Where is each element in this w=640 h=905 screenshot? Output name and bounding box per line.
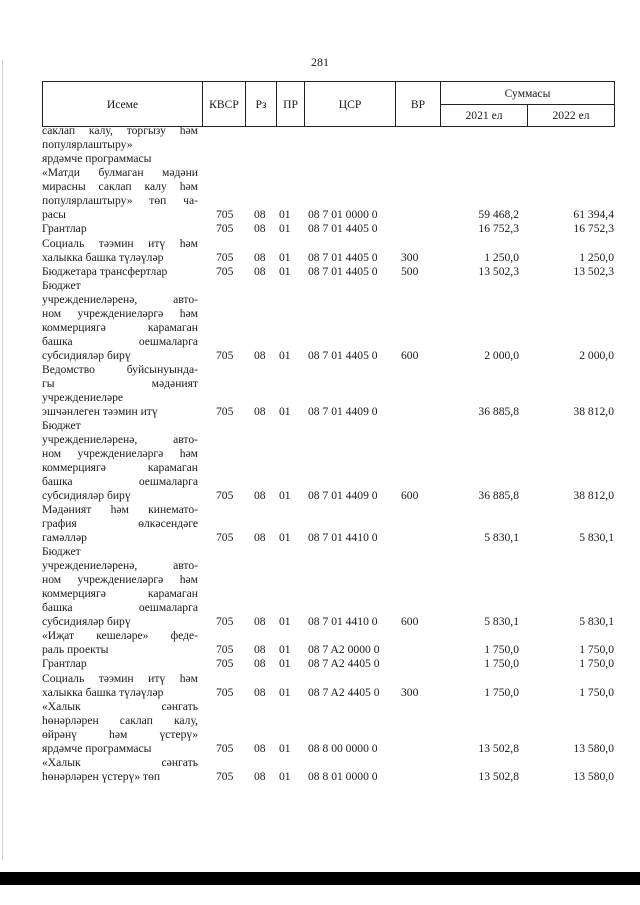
cell-vr: [395, 208, 440, 222]
row-name: [42, 222, 202, 236]
row-name-line: гамәлләр: [42, 530, 87, 544]
row-name-line: коммерциягә карамаган: [42, 586, 198, 600]
table-row: [42, 756, 614, 784]
cell-rz: 08: [254, 769, 266, 783]
cell-kvsr: 705: [216, 769, 234, 783]
row-name-line: өйрәнү һәм үстерү»: [42, 727, 198, 741]
cell-s2021: 5 830,1: [484, 614, 519, 628]
cell-csr: 08 7 01 4405 0: [308, 348, 378, 362]
cell-s2021: 1 750,0: [484, 657, 519, 671]
cell-s2021: [440, 152, 527, 166]
table-row: [42, 657, 614, 671]
cell-s2022: 1 250,0: [579, 250, 614, 264]
header-csr: ЦСР: [305, 82, 396, 127]
cell-pr: 01: [279, 348, 291, 362]
table-row: [42, 672, 614, 700]
cell-pr: 01: [279, 264, 291, 278]
row-name-line: ном учреждениеләргә һәм: [42, 307, 198, 321]
cell-kvsr: 705: [216, 348, 234, 362]
cell-kvsr: 705: [216, 530, 234, 544]
table-body: [42, 124, 614, 784]
header-name: Исеме: [43, 82, 203, 127]
row-name-line: халыкка башка түләүләр: [42, 685, 164, 699]
table-row: [42, 503, 614, 545]
cell-rz: 08: [254, 488, 266, 502]
table-row: [42, 166, 614, 222]
cell-pr: 01: [279, 530, 291, 544]
row-name-line: һөнәрләрен үстерү» төп: [42, 769, 161, 783]
cell-vr: [395, 222, 440, 236]
cell-kvsr: 705: [216, 222, 234, 236]
cell-s2022: 38 812,0: [573, 488, 614, 502]
row-name-line: Бюджетара трансфертлар: [42, 264, 168, 278]
table-row: [42, 545, 614, 628]
cell-vr: 600: [401, 488, 419, 502]
row-name-line: башка оешмаларга: [42, 334, 198, 348]
cell-s2022: [527, 152, 614, 166]
row-name-line: «Халык сәнгать: [42, 756, 198, 770]
row-name-line: башка оешмаларга: [42, 600, 198, 614]
row-name-line: гы мәдәният: [42, 377, 198, 391]
cell-rz: 08: [254, 264, 266, 278]
cell-kvsr: 705: [216, 488, 234, 502]
row-name-line: субсидияләр бирү: [42, 488, 131, 502]
cell-csr: 08 7 01 4409 0: [308, 488, 378, 502]
row-name-line: «Матди булмаган мәдәни: [42, 166, 198, 180]
cell-kvsr: 705: [216, 642, 234, 656]
row-name-line: учреждениеләре: [42, 390, 124, 404]
cell-csr: 08 7 01 4405 0: [308, 222, 378, 236]
cell-pr: 01: [279, 614, 291, 628]
row-name-line: субсидияләр бирү: [42, 614, 131, 628]
cell-vr: [395, 770, 440, 784]
cell-vr: 600: [401, 348, 419, 362]
cell-csr: 08 7 01 4409 0: [308, 404, 378, 418]
row-name: [42, 237, 202, 265]
cell-s2022: 38 812,0: [573, 404, 614, 418]
cell-vr: 300: [401, 250, 419, 264]
cell-s2022: 1 750,0: [579, 642, 614, 656]
cell-kvsr: 705: [216, 685, 234, 699]
cell-kvsr: 705: [216, 404, 234, 418]
cell-csr: 08 8 01 0000 0: [308, 769, 378, 783]
cell-csr: [304, 152, 395, 166]
row-name-line: Социаль тәэмин итү һәм: [42, 236, 198, 250]
cell-s2022: 61 394,4: [573, 207, 614, 221]
table-header: [42, 81, 615, 127]
cell-kvsr: [202, 152, 245, 166]
row-name: [42, 700, 202, 756]
cell-pr: 01: [279, 222, 291, 236]
row-name-line: коммерциягә карамаган: [42, 460, 198, 474]
table-row: [42, 279, 614, 362]
cell-vr: [395, 152, 440, 166]
cell-rz: [245, 152, 276, 166]
cell-rz: 08: [254, 642, 266, 656]
cell-vr: 300: [401, 685, 419, 699]
cell-vr: [395, 643, 440, 657]
row-name-line: башка оешмаларга: [42, 474, 198, 488]
row-name: [42, 503, 202, 545]
cell-kvsr: 705: [216, 657, 234, 671]
row-name-line: ном учреждениеләргә һәм: [42, 573, 198, 586]
row-name-line: ном учреждениеләргә һәм: [42, 446, 198, 460]
header-rz: Рз: [246, 82, 277, 127]
cell-pr: 01: [279, 642, 291, 656]
row-name-line: ярдәмче программасы: [42, 741, 152, 755]
row-name-line: Грантлар: [42, 222, 87, 236]
cell-s2021: 16 752,3: [478, 222, 519, 236]
cell-s2022: 1 750,0: [579, 685, 614, 699]
header-kvsr: КВСР: [203, 82, 246, 127]
row-name-line: Бюджет: [42, 419, 81, 433]
row-name-line: Бюджет: [42, 279, 81, 293]
header-year-2022: 2022 ел: [528, 105, 615, 127]
row-name: [42, 756, 202, 784]
cell-rz: 08: [254, 530, 266, 544]
cell-vr: 500: [401, 264, 419, 278]
cell-pr: 01: [279, 741, 291, 755]
cell-pr: 01: [279, 404, 291, 418]
cell-kvsr: 705: [216, 614, 234, 628]
cell-rz: 08: [254, 348, 266, 362]
cell-s2021: 13 502,8: [478, 741, 519, 755]
row-name-line: коммерциягә карамаган: [42, 320, 198, 334]
row-name-line: Социаль тәэмин итү һәм: [42, 671, 198, 685]
cell-s2021: 13 502,3: [478, 264, 519, 278]
cell-csr: 08 7 01 0000 0: [308, 207, 378, 221]
row-name-line: ярдәмче программасы: [42, 151, 152, 165]
cell-csr: 08 8 00 0000 0: [308, 741, 378, 755]
cell-csr: 08 7 01 4405 0: [308, 264, 378, 278]
row-name-line: мирасны саклап калу һәм: [42, 180, 198, 194]
cell-rz: 08: [254, 222, 266, 236]
header-vr: ВР: [396, 82, 441, 127]
row-name: [42, 419, 202, 502]
cell-s2022: 13 580,0: [573, 769, 614, 783]
cell-pr: 01: [279, 685, 291, 699]
cell-pr: 01: [279, 207, 291, 221]
cell-s2022: 1 750,0: [579, 657, 614, 671]
cell-kvsr: 705: [216, 207, 234, 221]
table-row: [42, 629, 614, 657]
cell-vr: [395, 657, 440, 671]
cell-s2022: 16 752,3: [573, 222, 614, 236]
row-name: [42, 166, 202, 222]
cell-rz: 08: [254, 250, 266, 264]
table-row: [42, 700, 614, 756]
cell-csr: 08 7 A2 4405 0: [308, 657, 380, 671]
row-name-line: учреждениеләренә, авто-: [42, 293, 198, 307]
scan-edge: [2, 60, 3, 860]
cell-csr: 08 7 01 4410 0: [308, 530, 378, 544]
header-pr: ПР: [277, 82, 305, 127]
cell-s2022: 2 000,0: [579, 348, 614, 362]
cell-s2021: 1 750,0: [484, 642, 519, 656]
cell-s2022: 5 830,1: [579, 614, 614, 628]
row-name: [42, 279, 202, 362]
cell-s2021: 2 000,0: [484, 348, 519, 362]
cell-kvsr: 705: [216, 741, 234, 755]
row-name-line: Мәдәният һәм кинемато-: [42, 503, 198, 517]
row-name-line: расы: [42, 207, 66, 221]
row-name-line: популярлаштыру»: [42, 137, 133, 151]
row-name-line: «Халык сәнгать: [42, 700, 198, 714]
row-name-line: Ведомство буйсынуында-: [42, 363, 198, 377]
table-row: [42, 265, 614, 279]
cell-rz: 08: [254, 741, 266, 755]
row-name: [42, 124, 202, 166]
row-name-line: учреждениеләренә, авто-: [42, 559, 198, 573]
cell-pr: 01: [279, 657, 291, 671]
row-name: [42, 363, 202, 419]
cell-s2021: 59 468,2: [478, 207, 519, 221]
cell-s2022: 13 502,3: [573, 264, 614, 278]
scan-border: [0, 872, 640, 885]
cell-s2021: 36 885,8: [478, 488, 519, 502]
row-name-line: «Иҗат кешеләре» феде-: [42, 629, 198, 643]
cell-csr: 08 7 A2 0000 0: [308, 642, 380, 656]
row-name-line: һөнәрләрен саклап калу,: [42, 713, 198, 727]
table-row: [42, 363, 614, 419]
cell-pr: 01: [279, 769, 291, 783]
cell-s2021: 36 885,8: [478, 404, 519, 418]
row-name-line: саклап калу, торгызу һәм: [42, 124, 198, 137]
cell-csr: 08 7 01 4410 0: [308, 614, 378, 628]
cell-vr: [395, 742, 440, 756]
cell-rz: 08: [254, 207, 266, 221]
cell-s2022: 5 830,1: [579, 530, 614, 544]
cell-vr: [395, 405, 440, 419]
row-name: [42, 657, 202, 671]
row-name-line: учреждениеләренә, авто-: [42, 433, 198, 447]
cell-rz: 08: [254, 657, 266, 671]
row-name-line: эшчәнлеген тәэмин итү: [42, 404, 158, 418]
row-name: [42, 545, 202, 628]
table-row: [42, 419, 614, 502]
cell-vr: 600: [401, 614, 419, 628]
table-row: [42, 124, 614, 166]
cell-s2021: 1 250,0: [484, 250, 519, 264]
cell-s2021: 5 830,1: [484, 530, 519, 544]
header-year-2021: 2021 ел: [441, 105, 528, 127]
cell-kvsr: 705: [216, 264, 234, 278]
cell-kvsr: 705: [216, 250, 234, 264]
cell-pr: 01: [279, 488, 291, 502]
row-name-line: Бюджет: [42, 545, 81, 559]
cell-rz: 08: [254, 685, 266, 699]
cell-s2021: 13 502,8: [478, 769, 519, 783]
cell-rz: 08: [254, 404, 266, 418]
row-name-line: Грантлар: [42, 657, 87, 671]
row-name-line: субсидияләр бирү: [42, 348, 131, 362]
cell-csr: 08 7 A2 4405 0: [308, 685, 380, 699]
page-number: 281: [311, 55, 329, 69]
row-name: [42, 629, 202, 657]
cell-vr: [395, 531, 440, 545]
row-name-line: графия өлкәсендәге: [42, 516, 198, 530]
cell-pr: [276, 152, 304, 166]
cell-rz: 08: [254, 614, 266, 628]
row-name-line: халыкка башка түләүләр: [42, 250, 164, 264]
cell-csr: 08 7 01 4405 0: [308, 250, 378, 264]
header-sums: Суммасы: [441, 82, 615, 105]
row-name: [42, 265, 202, 279]
table-row: [42, 222, 614, 236]
row-name-line: раль проекты: [42, 642, 109, 656]
row-name: [42, 672, 202, 700]
cell-pr: 01: [279, 250, 291, 264]
table-row: [42, 237, 614, 265]
row-name-line: популярлаштыру» төп ча-: [42, 193, 198, 207]
cell-s2022: 13 580,0: [573, 741, 614, 755]
cell-s2021: 1 750,0: [484, 685, 519, 699]
